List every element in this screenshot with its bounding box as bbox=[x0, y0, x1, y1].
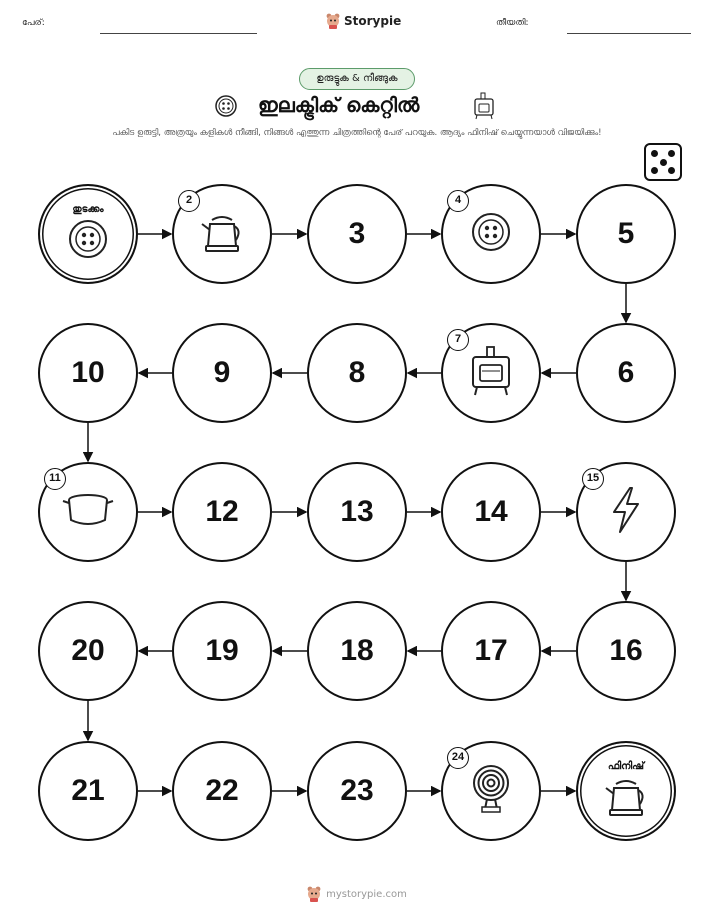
space-number: 14 bbox=[474, 495, 508, 528]
board-space-7 bbox=[441, 323, 541, 423]
board-space-2 bbox=[172, 184, 272, 284]
lightning-icon bbox=[608, 486, 644, 538]
board-space-22 bbox=[172, 741, 272, 841]
board-space-10 bbox=[38, 323, 138, 423]
space-number: 21 bbox=[71, 774, 105, 807]
board-space-9 bbox=[172, 323, 272, 423]
board-space-23 bbox=[307, 741, 407, 841]
date-label: തീയതി: bbox=[496, 18, 529, 28]
space-number-badge: 11 bbox=[44, 468, 66, 490]
space-number-badge: 4 bbox=[447, 190, 469, 212]
space-number-badge: 15 bbox=[582, 468, 604, 490]
board-space-24 bbox=[441, 741, 541, 841]
footer-url[interactable]: mystorypie.com bbox=[326, 888, 407, 900]
board-space-20 bbox=[38, 601, 138, 701]
logo-text: Storypie bbox=[344, 14, 402, 28]
space-number: 18 bbox=[340, 634, 374, 667]
start-space bbox=[38, 184, 138, 284]
kettle-icon bbox=[198, 208, 246, 260]
finish-label: ഫിനിഷ് bbox=[607, 761, 645, 772]
space-number: 17 bbox=[474, 634, 508, 667]
button-icon bbox=[66, 217, 110, 265]
space-number: 6 bbox=[617, 356, 635, 389]
board-space-18 bbox=[307, 601, 407, 701]
space-number: 10 bbox=[71, 356, 105, 389]
board-space-15 bbox=[576, 462, 676, 562]
board-space-14 bbox=[441, 462, 541, 562]
pot-icon bbox=[61, 490, 115, 534]
space-number: 23 bbox=[340, 774, 374, 807]
space-number: 16 bbox=[609, 634, 643, 667]
mascot-icon bbox=[307, 886, 321, 902]
space-number: 3 bbox=[348, 217, 366, 250]
board-space-17 bbox=[441, 601, 541, 701]
name-label: പേര്: bbox=[22, 18, 45, 28]
space-number-badge: 7 bbox=[447, 329, 469, 351]
coil-icon bbox=[471, 763, 511, 819]
space-number-badge: 2 bbox=[178, 190, 200, 212]
button-icon bbox=[469, 210, 513, 258]
space-number: 19 bbox=[205, 634, 239, 667]
space-number: 13 bbox=[340, 495, 374, 528]
board-space-8 bbox=[307, 323, 407, 423]
space-number: 5 bbox=[617, 217, 635, 250]
board-space-12 bbox=[172, 462, 272, 562]
page-title: ഇലക്ട്രിക് കെറ്റിൽ bbox=[258, 93, 420, 117]
board-space-11 bbox=[38, 462, 138, 562]
instructions-text: പകിട ഉരുട്ടി, അത്രയും കളികൾ നീങ്ങി, നിങ്ങൾ എത്തുന്ന ചിത്രത്തിന്റെ പേര് പറയുക. ആദ്യം ഫിനിഷ് ചെയ്യുന്നയാൾ വിജയിക്കും! bbox=[112, 128, 602, 138]
board-space-4 bbox=[441, 184, 541, 284]
space-number: 22 bbox=[205, 774, 239, 807]
space-number: 12 bbox=[205, 495, 239, 528]
board-space-13 bbox=[307, 462, 407, 562]
board-space-19 bbox=[172, 601, 272, 701]
finish-space bbox=[576, 741, 676, 841]
board-space-3 bbox=[307, 184, 407, 284]
board-space-21 bbox=[38, 741, 138, 841]
footer bbox=[0, 886, 714, 902]
board-space-16 bbox=[576, 601, 676, 701]
board-space-6 bbox=[576, 323, 676, 423]
space-number: 20 bbox=[71, 634, 105, 667]
board-space-5 bbox=[576, 184, 676, 284]
space-number-badge: 24 bbox=[447, 747, 469, 769]
start-label: തുടക്കം bbox=[72, 204, 104, 215]
space-number: 9 bbox=[213, 356, 231, 389]
stove-icon bbox=[468, 345, 514, 401]
game-type-badge: ഉരുട്ടുക & നീങ്ങുക bbox=[299, 68, 415, 90]
space-number: 8 bbox=[348, 356, 366, 389]
kettle-icon bbox=[602, 772, 650, 824]
